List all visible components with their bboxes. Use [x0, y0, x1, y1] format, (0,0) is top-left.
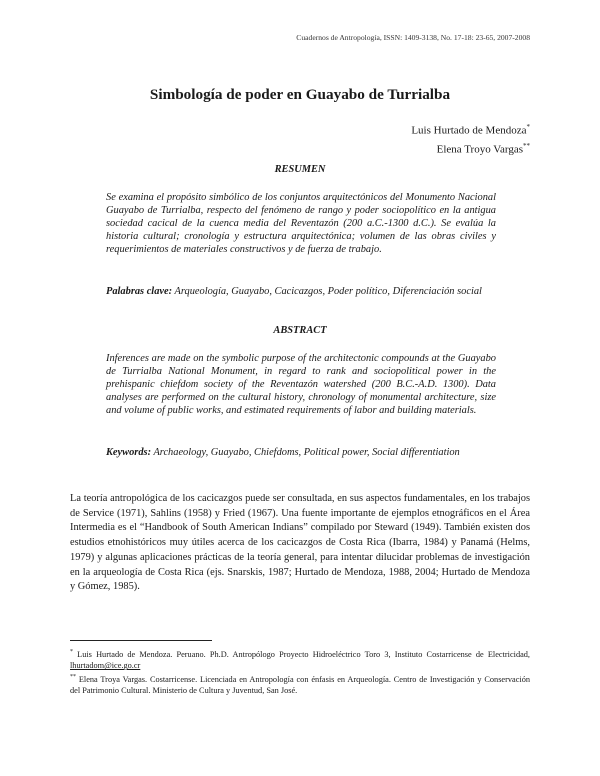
- resumen-text: Se examina el propósito simbólico de los conjuntos arquitectónicos del Monumento Nacional Guayabo de Turrialba, respecto del fenómeno de rango y poder sociopolítico en la antigua sociedad cacical de la cuenca media del Reventazón (200 a.C.-1300 d.C.). Se evalúa la historia cultural; cronología y estructura arquitectónica; volumen de las obras civiles y requerimientos de materiales constructivos y de fuerza de trabajo.: [106, 192, 496, 255]
- abstract-keywords-list: Archaeology, Guayabo, Chiefdoms, Political power, Social differentiation: [151, 447, 460, 458]
- author-1-name: Luis Hurtado de Mendoza: [411, 124, 527, 137]
- resumen-heading: RESUMEN: [274, 164, 326, 175]
- author-1-mark: *: [526, 123, 530, 131]
- resumen-keywords: [106, 285, 496, 298]
- footnote-2-text: Elena Troya Vargas. Costarricense. Licenciada en Antropología con énfasis en Arqueología. Centro de Investigación y Conservación del Patrimonio Cultural. Ministerio de Cultura y Juventud, San José.: [70, 674, 530, 696]
- author-2-name: Elena Troyo Vargas: [436, 143, 523, 156]
- author-2: [411, 139, 530, 158]
- abstract-keywords-label: Keywords:: [106, 447, 152, 458]
- resumen-keywords-label: Palabras clave:: [106, 286, 173, 297]
- abstract-heading: ABSTRACT: [273, 325, 327, 336]
- body-paragraph: La teoría antropológica de los cacicazgos puede ser consultada, en sus aspectos fundamentales, en los trabajos de Service (1971), Sahlins (1958) y Fried (1967). Una fuente importante de ejemplos etnográficos en el Área Intermedia es el “Handbook of South American Indians” compilado por Steward (1949). También existen dos estudios etnohistóricos muy útiles acerca de los cacicazgos de Costa Rica (Ibarra, 1984) y Panamá (Helms, 1979) y algunas aplicaciones prácticas de la teoría general, para intentar dilucidar problemas de investigación en la arqueología de Costa Rica (ejs. Snarskis, 1987; Hurtado de Mendoza, 1988, 2004; Hurtado de Mendoza y Gómez, 1985).: [70, 493, 530, 593]
- footnote-1: [70, 647, 530, 672]
- footnote-1-text: Luis Hurtado de Mendoza. Peruano. Ph.D. Antropólogo Proyecto Hidroeléctrico Toro 3, Instituto Costarricense de Electricidad,: [73, 649, 530, 659]
- author-list: [411, 120, 530, 157]
- article-title: Simbología de poder en Guayabo de Turrialba: [149, 86, 451, 103]
- author-1: [411, 120, 530, 139]
- footnote-2: [70, 672, 530, 697]
- footnote-1-mark: *: [70, 649, 73, 655]
- footnote-2-mark: **: [70, 674, 76, 680]
- journal-citation-header: Cuadernos de Antropología, ISSN: 1409-3138, No. 17-18: 23-65, 2007-2008: [296, 33, 530, 42]
- footnote-separator: [70, 640, 212, 641]
- abstract-keywords: [106, 446, 496, 459]
- abstract-text: Inferences are made on the symbolic purpose of the architectonic compounds at the Guayabo de Turrialba National Monument, in regard to rank and sociopolitical power in the prehispanic chiefdom society of the Reventazón watershed (200 B.C.-A.D. 1300). Data analyses are performed on the cultural history, chronology of monumental architecture, size and volume of public works, and estimated requirements of labor and building materials.: [106, 353, 496, 416]
- resumen-keywords-list: Arqueología, Guayabo, Cacicazgos, Poder político, Diferenciación social: [172, 286, 482, 297]
- author-2-mark: **: [523, 141, 530, 150]
- author-email-link[interactable]: lhurtadom@ice.go.cr: [70, 661, 141, 671]
